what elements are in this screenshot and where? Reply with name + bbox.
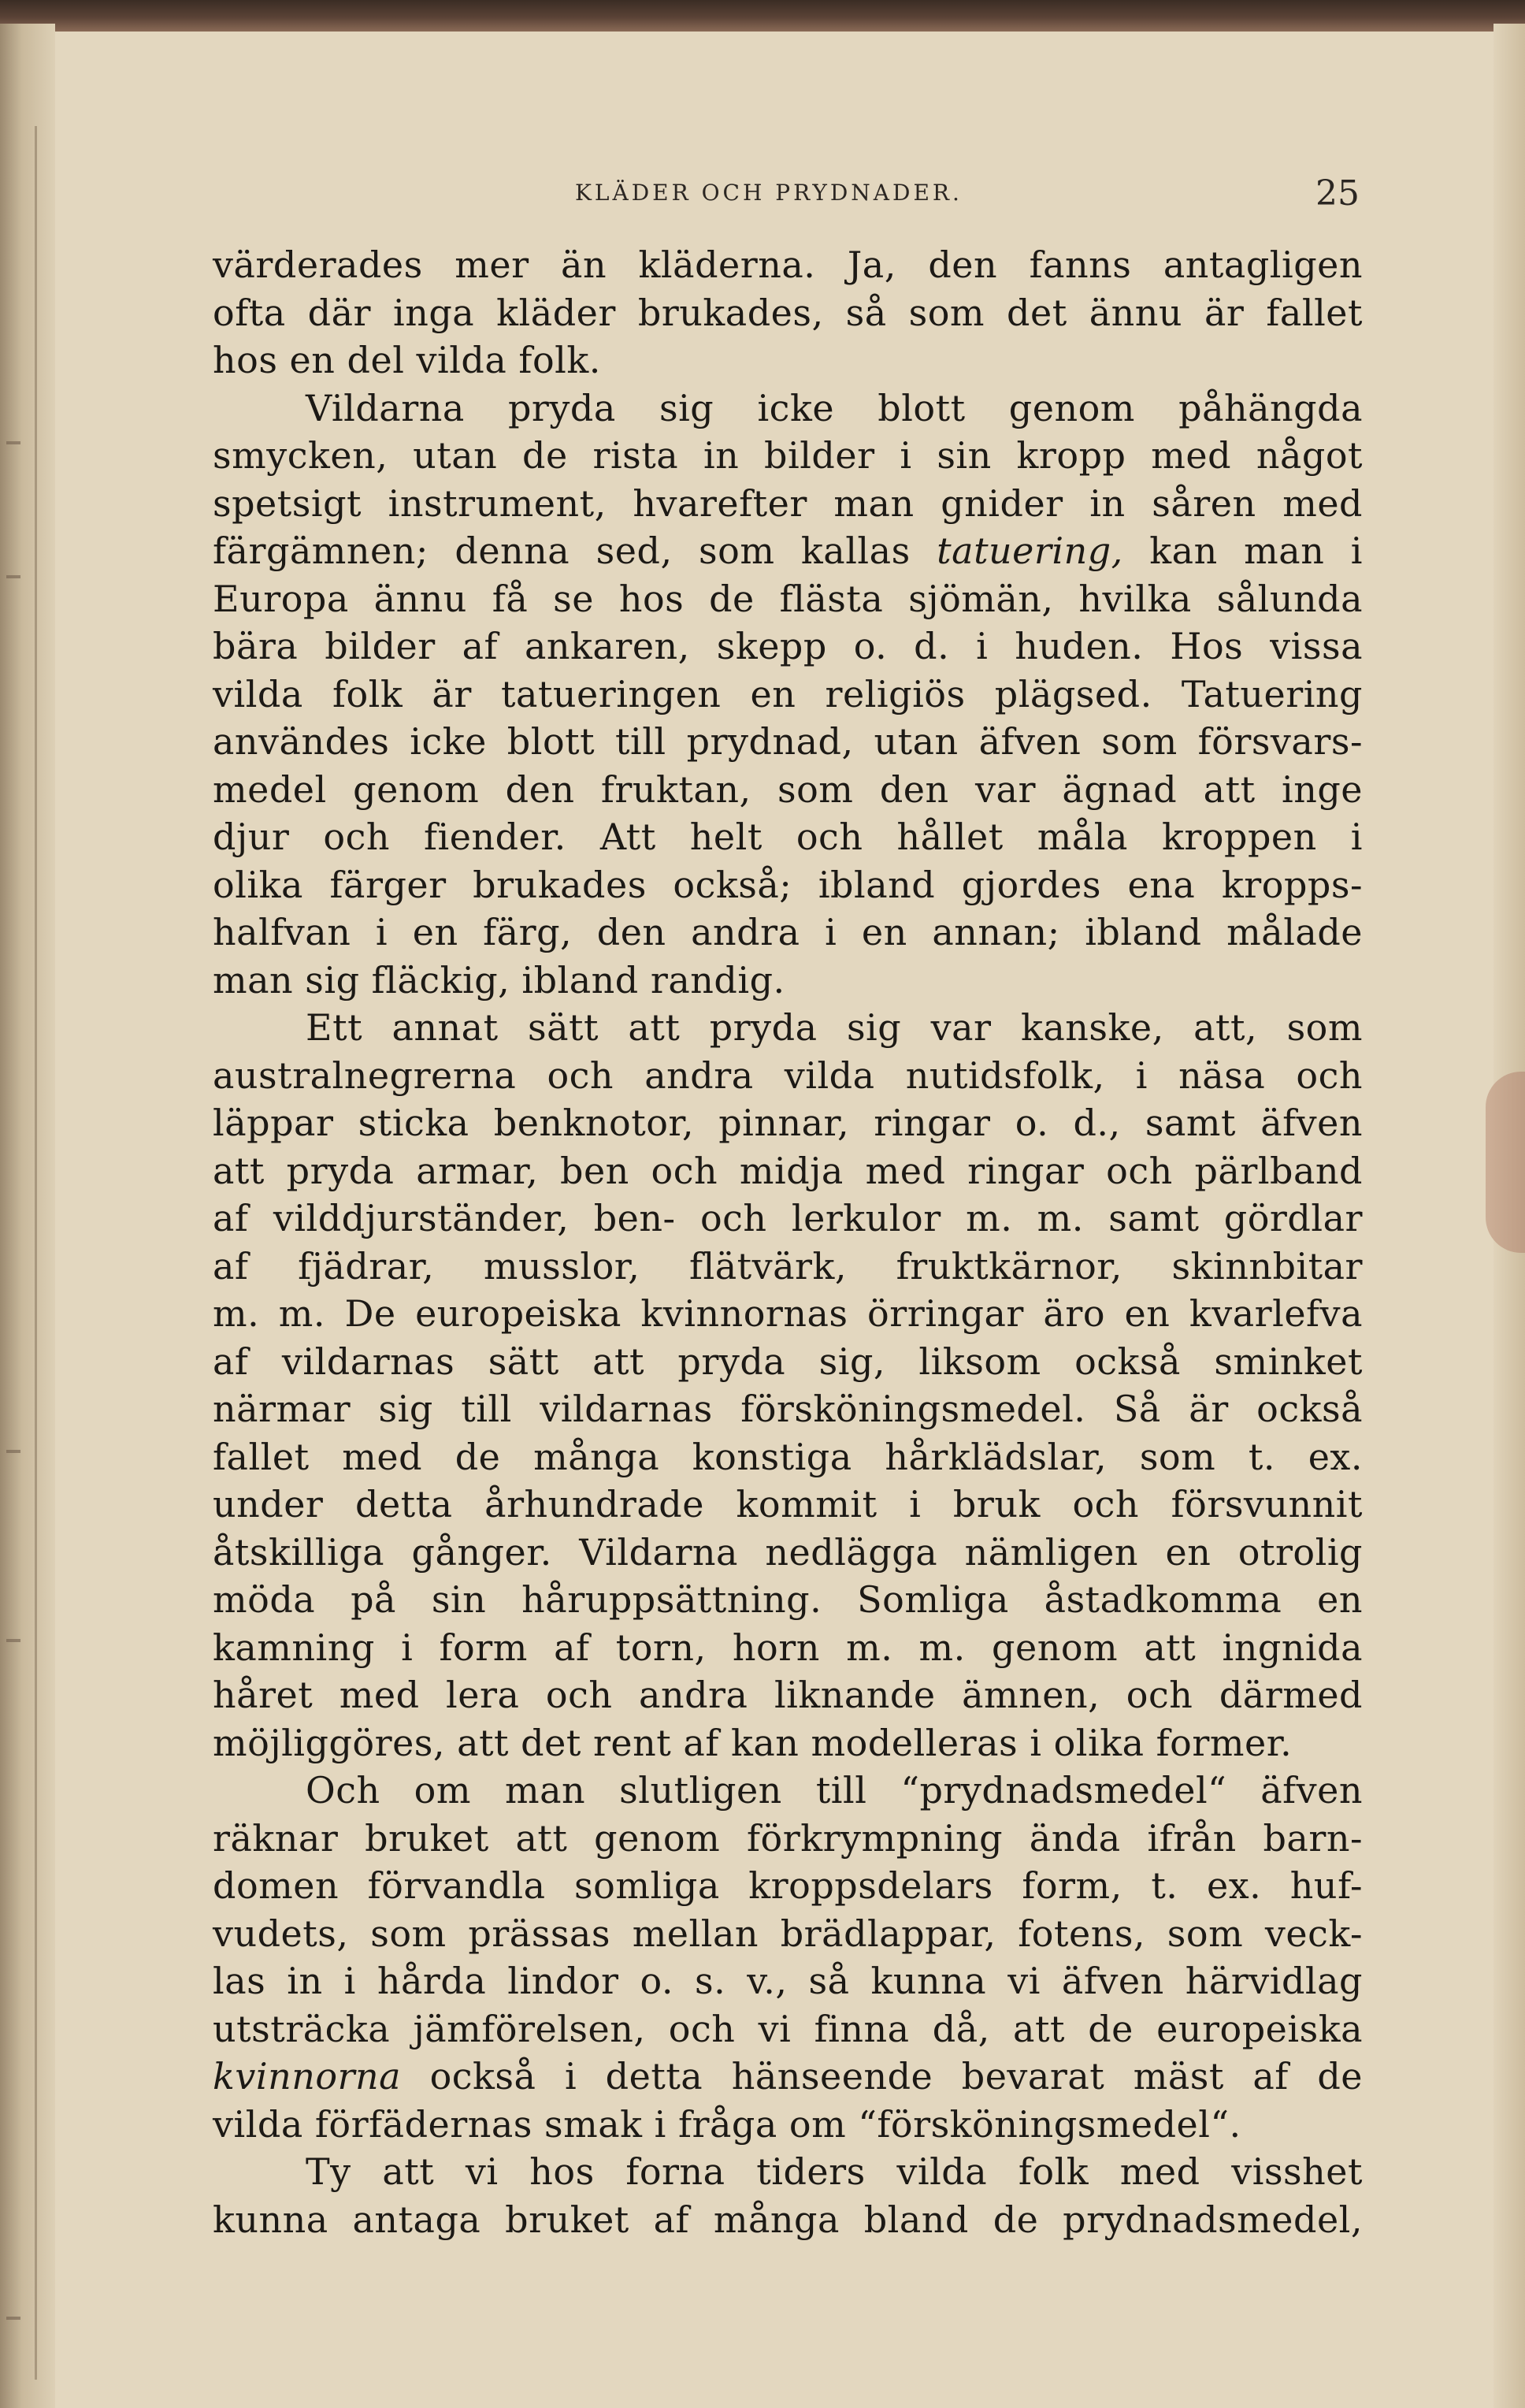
- text-line: kunna antaga bruket af många bland de prydnadsmedel,: [213, 2198, 1363, 2241]
- text-line: djur och fiender. Att helt och hållet måla kroppen i: [213, 816, 1363, 858]
- text-line: vilda folk är tatueringen en religiös plägsed. Tatuering: [213, 672, 1363, 715]
- text-line: domen förvandla somliga kroppsdelars form, t. ex. huf-: [213, 1864, 1363, 1907]
- text-line: åtskilliga gånger. Vildarna nedlägga nämligen en otrolig: [213, 1530, 1363, 1574]
- book-top-edge: [0, 0, 1525, 32]
- text-line: [213, 527, 1363, 575]
- italic-term: kvinnorna: [213, 2055, 402, 2098]
- page-number: 25: [1315, 173, 1360, 214]
- running-head: KLÄDER OCH PRYDNADER.: [575, 180, 963, 206]
- text-line: hos en del vilda folk.: [213, 339, 601, 381]
- text-line: australnegrerna och andra vilda nutidsfolk, i näsa och: [213, 1054, 1363, 1097]
- text-line: vilda förfädernas smak i fråga om “försköningsmedel“.: [213, 2102, 1241, 2146]
- text-line: Ty att vi hos forna tiders vilda folk med visshet: [306, 2150, 1363, 2193]
- text-line: bära bilder af ankaren, skepp o. d. i huden. Hos vissa: [213, 625, 1363, 667]
- text-line: Ett annat sätt att pryda sig var kanske, att, som: [306, 1006, 1363, 1049]
- text-line: spetsigt instrument, hvarefter man gnider in såren med: [213, 481, 1363, 525]
- text-segment: kan man i: [1149, 530, 1363, 572]
- margin-mark: [6, 575, 20, 578]
- book-gutter: [0, 24, 55, 2408]
- text-line: smycken, utan de rista in bilder i sin kropp med något: [213, 434, 1363, 477]
- text-line: under detta århundrade kommit i bruk och försvunnit: [213, 1483, 1363, 1525]
- margin-mark: [6, 441, 20, 444]
- text-line: fallet med de många konstiga hårklädslar, som t. ex.: [213, 1435, 1363, 1478]
- text-line: af vilddjurständer, ben- och lerkulor m. m. samt gördlar: [213, 1197, 1363, 1239]
- text-line: räknar bruket att genom förkrympning ända ifrån barn-: [213, 1816, 1363, 1860]
- body-text: [213, 241, 1363, 2243]
- text-line: af fjädrar, musslor, flätvärk, fruktkärnor, skinnbitar: [213, 1244, 1363, 1288]
- text-line: möjliggöres, att det rent af kan modelleras i olika former.: [213, 1721, 1293, 1764]
- text-line: läppar sticka benknotor, pinnar, ringar o. d., samt äfven: [213, 1102, 1363, 1144]
- page-content: [213, 173, 1363, 2239]
- text-line: utsträcka jämförelsen, och vi finna då, att de europeiska: [213, 2007, 1363, 2050]
- thumb-holding-page: [1486, 1072, 1525, 1253]
- text-segment: också i detta hänseende bevarat mäst af de: [429, 2055, 1363, 2098]
- text-line: möda på sin håruppsättning. Somliga åstadkomma en: [213, 1578, 1363, 1621]
- page-header: [213, 173, 1363, 236]
- text-line: kamning i form af torn, horn m. m. genom att ingnida: [213, 1626, 1363, 1669]
- text-segment: färgämnen; denna sed, som kallas: [213, 530, 911, 572]
- gutter-line: [35, 126, 37, 2380]
- text-line: Och om man slutligen till “prydnadsmedel“ äfven: [306, 1769, 1363, 1812]
- text-line: värderades mer än kläderna. Ja, den fanns antagligen: [213, 243, 1363, 286]
- text-line: [213, 2053, 1363, 2101]
- text-line: håret med lera och andra liknande ämnen, och därmed: [213, 1674, 1363, 1716]
- text-line: användes icke blott till prydnad, utan äfven som försvars-: [213, 720, 1363, 763]
- text-line: att pryda armar, ben och midja med ringar och pärlband: [213, 1149, 1363, 1192]
- italic-term: tatuering,: [937, 530, 1123, 572]
- text-line: ofta där inga kläder brukades, så som det ännu är fallet: [213, 291, 1363, 334]
- text-line: af vildarnas sätt att pryda sig, liksom också sminket: [213, 1340, 1363, 1383]
- text-line: man sig fläckig, ibland randig.: [213, 958, 785, 1001]
- text-line: medel genom den fruktan, som den var ägnad att inge: [213, 767, 1363, 811]
- text-line: halfvan i en färg, den andra i en annan; ibland målade: [213, 911, 1363, 953]
- text-line: Vildarna pryda sig icke blott genom påhängda: [306, 386, 1363, 429]
- text-line: olika färger brukades också; ibland gjordes ena kropps-: [213, 863, 1363, 906]
- text-line: las in i hårda lindor o. s. v., så kunna vi äfven härvidlag: [213, 1960, 1363, 2002]
- margin-mark: [6, 1639, 20, 1642]
- text-line: vudets, som prässas mellan brädlappar, fotens, som veck-: [213, 1912, 1363, 1955]
- text-line: m. m. De europeiska kvinnornas örringar äro en kvarlefva: [213, 1292, 1363, 1335]
- margin-mark: [6, 1450, 20, 1453]
- margin-mark: [6, 2317, 20, 2320]
- text-line: närmar sig till vildarnas försköningsmedel. Så är också: [213, 1388, 1363, 1430]
- text-line: Europa ännu få se hos de flästa sjömän, hvilka sålunda: [213, 577, 1363, 620]
